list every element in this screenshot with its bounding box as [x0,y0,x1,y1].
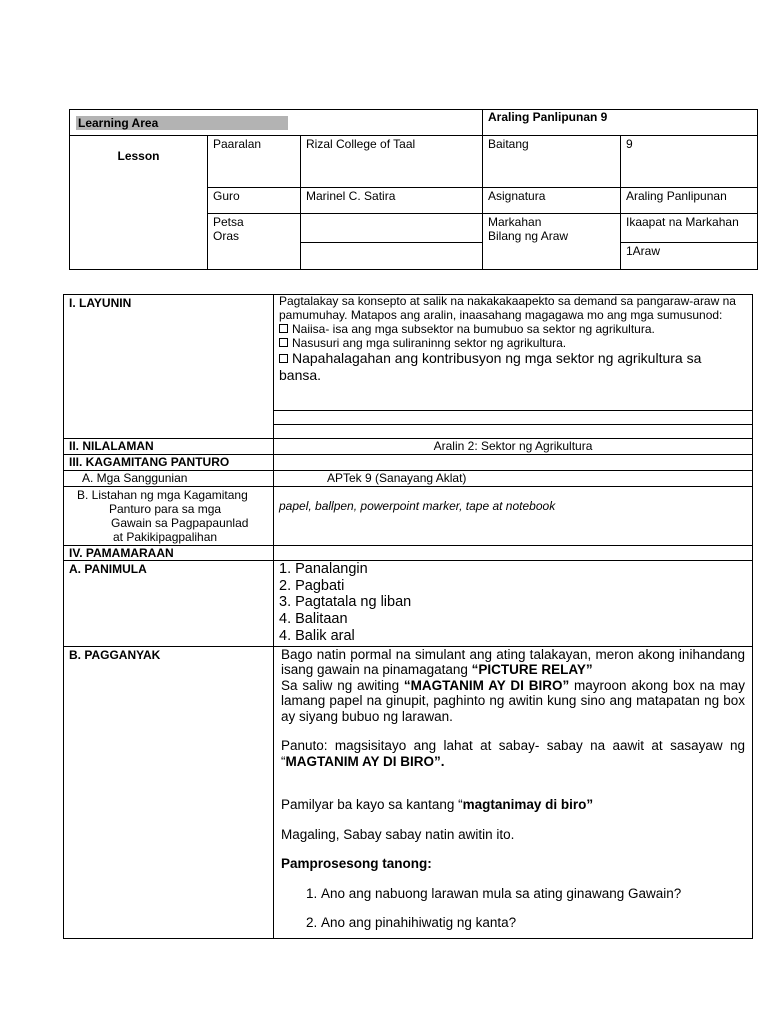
pagganyak-p1-text: Bago natin pormal na simulant ang ating talakayan, meron akong inihandang isang gawain na pinamagatang [281,646,745,678]
petsa-label: Petsa [213,215,244,229]
lesson-plan-table [63,294,753,939]
layunin-item-3 [279,350,747,384]
panuto-text: Panuto: magsisitayo ang lahat at sabay- sabay na aawit at sasayaw ng “ [281,738,745,769]
markahan-cell [483,214,621,270]
guro-value: Marinel C. Satira [301,188,483,214]
panuto-song-title: MAGTANIM AY DI BIRO”. [285,753,445,769]
araw-value: 1Araw [621,243,758,270]
pamprosesong-heading: Pamprosesong tanong: [281,856,432,872]
layunin-item-text: Nasusuri ang mga suliraninng sektor ng agrikultura. [292,336,567,350]
listahan-line-4: at Pakikipagpalihan [113,530,218,544]
layunin-intro: Pagtalakay sa konsepto at salik na nakakakaapekto sa demand sa pangaraw-araw na pamumuhay. Matapos ang aralin, inaasahang magagawa mo ang mga sumusunod: [279,294,736,322]
guro-label: Guro [208,188,301,214]
pagganyak-label: B. PAGGANYAK [64,646,274,938]
sanggunian-value: APTek 9 (Sanayang Aklat) [274,471,753,487]
listahan-label [64,487,274,546]
listahan-line-2: Panturo para sa mga [109,502,222,516]
listahan-line-3: Gawain sa Pagpapaunlad [111,516,249,530]
layunin-label: I. LAYUNIN [64,295,274,439]
song-title: “MAGTANIM AY DI BIRO” [403,677,570,693]
pagganyak-content [274,646,753,938]
header-table [69,109,758,270]
layunin-item-2 [279,336,747,350]
asignatura-value: Araling Panlipunan [621,188,758,214]
nilalaman-label: II. NILALAMAN [64,439,274,455]
panimula-list [274,561,753,647]
panimula-label: A. PANIMULA [64,561,274,647]
pagganyak-p2-rest: mayroon akong box na may lamang papel na ginupit, paghinto ng awitin kung sino ang matapatan ng box ay siyang bubuo ng larawan. [281,677,745,724]
bilang-label: Bilang ng Araw [488,229,569,243]
layunin-blank-2 [274,425,753,439]
listahan-line-1: B. Listahan ng mga Kagamitang [77,488,248,502]
markahan-value: Ikaapat na Markahan [621,214,758,243]
layunin-item-text: Napahalagahan ang kontribusyon ng mga sektor ng agrikultura sa bansa. [279,350,702,383]
baitang-label: Baitang [483,136,621,188]
oras-value [301,243,483,270]
pagganyak-p1 [281,647,745,678]
learning-area-value: Araling Panlipunan 9 [483,110,758,136]
markahan-label: Markahan [488,215,542,229]
kagamitan-label: III. KAGAMITANG PANTURO [64,455,274,471]
pamamaraan-label: IV. PAMAMARAAN [64,546,274,561]
panimula-item: 4. Balik aral [279,627,355,644]
lesson-label: Lesson [70,136,208,270]
petsa-oras-cell [208,214,301,270]
layunin-item-1 [279,322,747,336]
question-item: 1. Ano ang nabuong larawan mula sa ating ginawang Gawain? [321,886,745,902]
question-item: 2. Ano ang pinahihiwatig ng kanta? [321,915,745,931]
picture-relay-title: “PICTURE RELAY” [471,662,593,678]
panimula-item: 2. Pagbati [279,577,345,594]
paaralan-label: Paaralan [208,136,301,188]
kagamitan-blank [274,455,753,471]
panimula-item: 4. Balitaan [279,611,348,628]
checkbox-icon [279,338,288,347]
panimula-item: 3. Pagtatala ng liban [279,594,412,611]
paaralan-value: Rizal College of Taal [301,136,483,188]
sanggunian-label: A. Mga Sanggunian [64,471,274,487]
checkbox-icon [279,354,288,363]
learning-area-label: Learning Area [76,116,288,130]
panimula-item: 1. Panalangin [279,561,368,577]
pamamaraan-blank [274,546,753,561]
listahan-value: papel, ballpen, powerpoint marker, tape at notebook [274,487,753,546]
asignatura-label: Asignatura [483,188,621,214]
pagganyak-p4-text: Pamilyar ba kayo sa kantang “ [281,797,463,813]
pamprosesong-questions [281,886,745,931]
checkbox-icon [279,324,288,333]
pagganyak-panuto [281,738,745,769]
oras-label: Oras [213,229,240,243]
pagganyak-p2 [281,678,745,725]
baitang-value: 9 [621,136,758,188]
pagganyak-p4-song: magtanimay di biro” [462,797,594,813]
layunin-blank-1 [274,411,753,425]
pagganyak-p2-text: Sa saliw ng awiting [281,677,404,693]
nilalaman-value: Aralin 2: Sektor ng Agrikultura [274,439,753,455]
pagganyak-p5: Magaling, Sabay sabay natin awitin ito. [281,826,515,842]
layunin-item-text: Naiisa- isa ang mga subsektor na bumubuo sa sektor ng agrikultura. [292,322,655,336]
petsa-value [301,214,483,243]
layunin-content [274,295,753,411]
pagganyak-p4 [281,797,745,813]
